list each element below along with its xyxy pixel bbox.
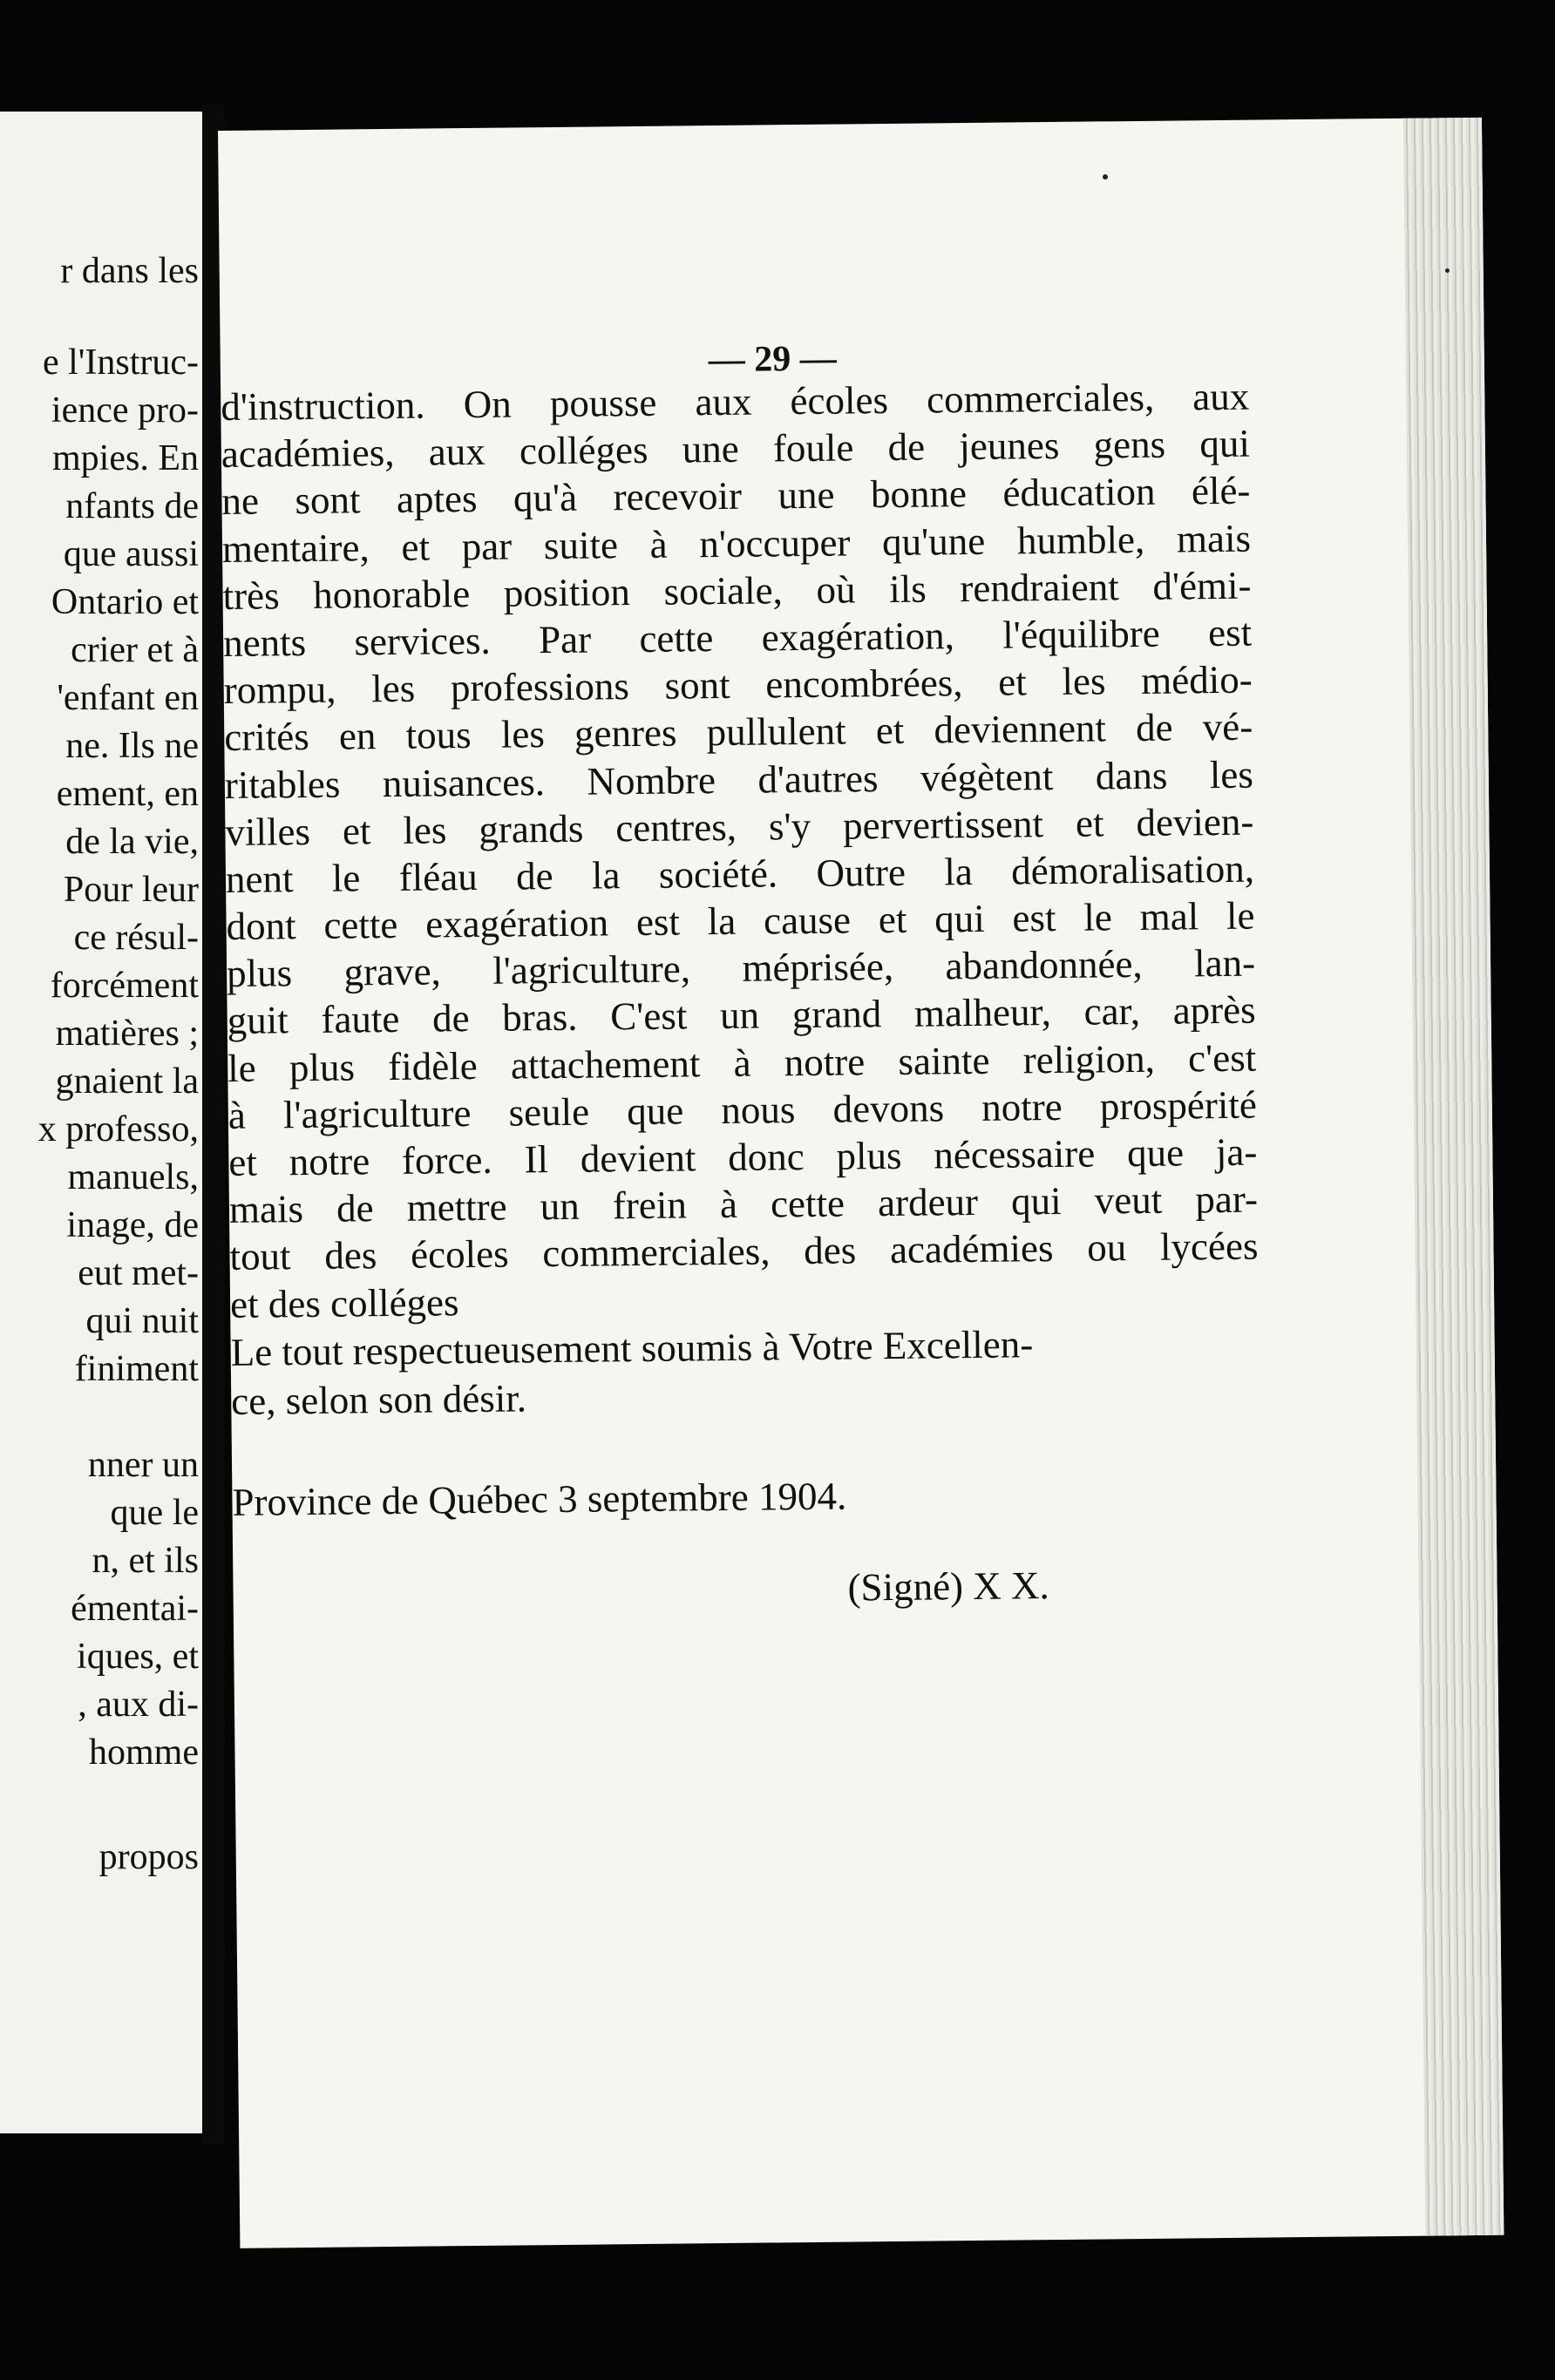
paper-speck: [1103, 174, 1108, 180]
left-page-line: finiment: [74, 1349, 199, 1389]
body-line: guit faute de bras. C'est un grand malheur, car, après: [227, 988, 1256, 1043]
left-page-line: nfants de: [65, 486, 199, 526]
left-page-line: Pour leur: [63, 870, 199, 910]
left-page-line: matières ;: [55, 1014, 199, 1054]
body-line: ne sont aptes qu'à recevoir une bonne éducation élé-: [221, 468, 1251, 524]
body-line: rompu, les professions sont encombrées, et les médio-: [223, 657, 1253, 713]
left-page-line: inage, de: [66, 1205, 199, 1245]
body-line: à l'agriculture seule que nous devons notre prospérité: [227, 1082, 1258, 1137]
left-page-line: propos: [98, 1837, 199, 1877]
left-page-line: nner un: [87, 1445, 199, 1485]
left-page-line: , aux di-: [78, 1685, 199, 1725]
body-line: ritables nuisances. Nombre d'autres végètent dans les: [224, 752, 1254, 807]
left-page-line: ement, en: [56, 774, 199, 814]
page-number: — 29 —: [708, 338, 838, 381]
closing-place-date: Province de Québec 3 septembre 1904.: [232, 1474, 847, 1524]
right-page: [218, 118, 1504, 2248]
left-page-fragment: [0, 112, 209, 2133]
left-page-line: forcément: [50, 966, 199, 1006]
left-page-line: r dans les: [60, 251, 199, 291]
body-line: tout des écoles commerciales, des académies ou lycées: [229, 1224, 1259, 1279]
closing-line-2: ce, selon son désir.: [231, 1376, 527, 1423]
left-page-line: Ontario et: [51, 582, 199, 622]
body-line: nents services. Par cette exagération, l'équilibre est: [222, 610, 1253, 665]
body-line: d'instruction. On pousse aux écoles commerciales, aux: [221, 374, 1250, 429]
left-page-line: ience pro-: [51, 390, 199, 431]
left-page-line: homme: [89, 1732, 199, 1773]
signature-line: (Signé) X X.: [847, 1563, 1050, 1610]
paper-speck: [1445, 268, 1450, 273]
body-line: et des colléges: [229, 1279, 459, 1326]
body-line: nent le fléau de la société. Outre la démoralisation,: [225, 846, 1255, 901]
left-page-line: x professo,: [37, 1109, 199, 1149]
left-page-line: n, et ils: [92, 1541, 199, 1581]
left-page-line: crier et à: [71, 630, 199, 670]
left-page-line: gnaient la: [55, 1061, 199, 1102]
body-line: académies, aux colléges une foule de jeunes gens qui: [221, 421, 1251, 477]
left-page-line: iques, et: [77, 1637, 199, 1677]
body-line: villes et les grands centres, s'y pervertissent et devien-: [225, 799, 1254, 854]
left-page-line: ne. Ils ne: [65, 726, 199, 766]
page-edge: [1403, 118, 1504, 2236]
body-line: mais de mettre un frein à cette ardeur qui veut par-: [228, 1176, 1259, 1232]
left-page-line: de la vie,: [65, 822, 199, 862]
body-line: dont cette exagération est la cause et qui est le mal le: [226, 893, 1255, 949]
left-page-line: qui nuit: [85, 1301, 199, 1341]
body-line: le plus fidèle attachement à notre sainte religion, c'est: [227, 1035, 1257, 1090]
left-page-line: e l'Instruc-: [43, 342, 199, 383]
left-page-line: ce résul-: [73, 918, 199, 958]
left-page-line: émentai-: [71, 1589, 199, 1629]
left-page-line: eut met-: [78, 1253, 199, 1293]
body-line: crités en tous les genres pullulent et deviennent de vé-: [224, 704, 1253, 760]
left-page-line: que le: [110, 1493, 199, 1533]
body-line: très honorable position sociale, où ils rendraient d'émi-: [222, 563, 1252, 618]
closing-line-1: Le tout respectueusement soumis à Votre Excellen-: [230, 1322, 1034, 1374]
body-line: et notre force. Il devient donc plus nécessaire que ja-: [228, 1129, 1258, 1184]
body-line: plus grave, l'agriculture, méprisée, abandonnée, lan-: [226, 940, 1256, 996]
left-page-line: manuels,: [67, 1157, 199, 1197]
body-line: mentaire, et par suite à n'occuper qu'une humble, mais: [221, 516, 1252, 571]
left-page-line: que aussi: [63, 534, 199, 574]
left-page-line: mpies. En: [52, 438, 199, 478]
body-paragraph: [221, 373, 1259, 1328]
left-page-line: 'enfant en: [57, 678, 199, 718]
